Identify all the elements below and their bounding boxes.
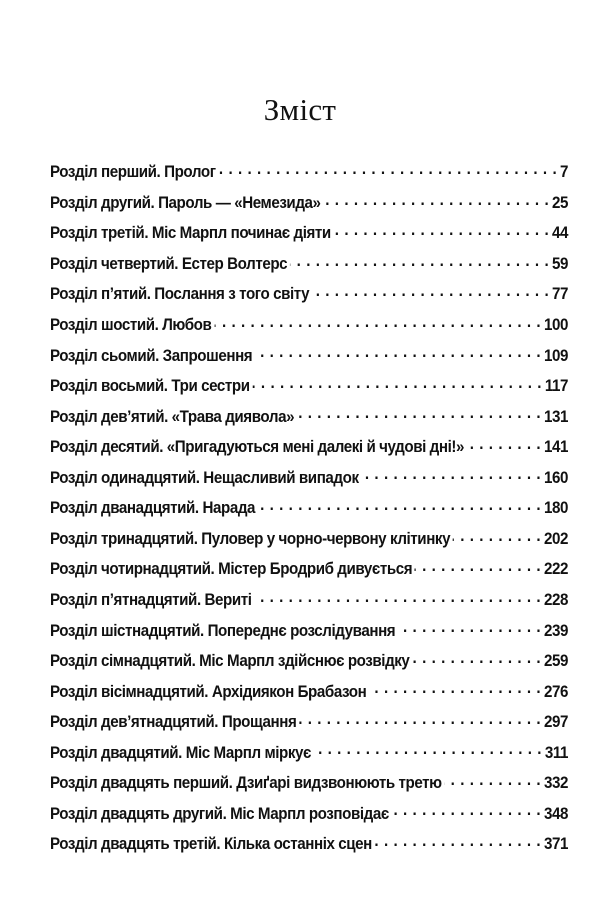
dot-leader [218, 161, 557, 177]
toc-entry-page-number: 44 [551, 224, 569, 243]
toc-entry-title: Розділ двадцять перший. Дзиґарі видзвонюють третю [50, 774, 442, 793]
toc-entry-page-number: 160 [543, 468, 569, 487]
toc-entry-title: Розділ перший. Пролог [50, 163, 216, 182]
toc-entry-title: Розділ третій. Міс Марпл починає діяти [50, 224, 331, 243]
toc-entry [50, 802, 568, 833]
dot-leader [323, 192, 549, 208]
contents-title: Зміст [263, 92, 337, 127]
toc-entry [50, 253, 568, 284]
dot-leader [444, 772, 541, 788]
dot-leader [290, 253, 549, 269]
dot-leader [398, 619, 541, 635]
toc-entry-title: Розділ одинадцятий. Нещасливий випадок [50, 468, 359, 487]
dot-leader [312, 283, 549, 299]
toc-entry [50, 314, 568, 345]
toc-entry [50, 650, 568, 681]
toc-entry-title: Розділ двадцять другий. Міс Марпл розповідає [50, 804, 389, 823]
dot-leader [453, 528, 541, 544]
toc-entry-title: Розділ п’ятий. Послання з того світу [50, 285, 310, 304]
toc-entry-page-number: 117 [544, 377, 569, 396]
toc-entry [50, 741, 568, 772]
toc-entry-title: Розділ дев’ятнадцятий. Прощання [50, 713, 297, 732]
toc-entry-page-number: 59 [551, 254, 569, 273]
toc-entry-page-number: 109 [543, 346, 569, 365]
toc-entry-page-number: 180 [543, 499, 569, 518]
table-of-contents [50, 161, 568, 864]
toc-entry-title: Розділ восьмий. Три сестри [50, 377, 250, 396]
toc-entry-title: Розділ дванадцятий. Нарада [50, 499, 256, 518]
toc-entry-page-number: 332 [543, 774, 569, 793]
toc-entry [50, 466, 568, 497]
toc-entry-title: Розділ п’ятнадцятий. Вериті [50, 590, 252, 609]
toc-entry-page-number: 222 [543, 560, 569, 579]
toc-entry [50, 161, 568, 192]
toc-entry-page-number: 100 [543, 316, 569, 335]
toc-entry-page-number: 371 [543, 835, 569, 854]
toc-entry-title: Розділ сьомий. Запрошення [50, 346, 253, 365]
toc-entry-title: Розділ двадцять третій. Кілька останніх сцен [50, 835, 372, 854]
toc-entry-page-number: 259 [543, 652, 569, 671]
toc-entry-title: Розділ двадцятий. Міс Марпл міркує [50, 743, 311, 762]
dot-leader [258, 497, 541, 513]
toc-entry [50, 619, 568, 650]
dot-leader [392, 802, 542, 818]
toc-entry [50, 192, 568, 223]
toc-entry [50, 833, 568, 864]
toc-entry [50, 528, 568, 559]
dot-leader [415, 558, 541, 574]
toc-entry-page-number: 239 [543, 621, 569, 640]
toc-entry-page-number: 77 [551, 285, 569, 304]
dot-leader [412, 650, 541, 666]
dot-leader [375, 833, 542, 849]
toc-entry-title: Розділ дев’ятий. «Трава диявола» [50, 407, 295, 426]
toc-entry [50, 497, 568, 528]
dot-leader [299, 711, 541, 727]
toc-entry-page-number: 228 [543, 590, 569, 609]
toc-entry-page-number: 202 [543, 529, 569, 548]
dot-leader [467, 436, 541, 452]
toc-entry-title: Розділ десятий. «Пригадуються мені далекі й чудові дні!» [50, 438, 464, 457]
toc-entry [50, 680, 568, 711]
toc-entry-title: Розділ сімнадцятий. Міс Марпл здійснює розвідку [50, 652, 410, 671]
toc-entry-title: Розділ другий. Пароль — «Немезида» [50, 193, 321, 212]
toc-entry [50, 344, 568, 375]
toc-entry-page-number: 25 [551, 193, 569, 212]
toc-entry-page-number: 297 [543, 713, 569, 732]
toc-entry-title: Розділ вісімнадцятий. Архідиякон Брабазон [50, 682, 367, 701]
toc-entry [50, 375, 568, 406]
dot-leader [369, 680, 541, 696]
toc-entry [50, 405, 568, 436]
toc-entry-page-number: 311 [544, 743, 569, 762]
toc-entry-page-number: 131 [543, 407, 569, 426]
toc-entry [50, 436, 568, 467]
toc-entry-page-number: 7 [560, 163, 569, 182]
toc-entry [50, 558, 568, 589]
dot-leader [254, 589, 541, 605]
toc-entry-page-number: 276 [543, 682, 569, 701]
toc-entry-title: Розділ чотирнадцятий. Містер Бродриб дивується [50, 560, 413, 579]
dot-leader [214, 314, 541, 330]
dot-leader [255, 344, 541, 360]
toc-entry-title: Розділ четвертий. Естер Волтерс [50, 254, 288, 273]
toc-entry-title: Розділ тринадцятий. Пуловер у чорно-червону клітинку [50, 529, 451, 548]
toc-entry-page-number: 348 [543, 804, 569, 823]
toc-entry-title: Розділ шістнадцятий. Попереднє розслідування [50, 621, 396, 640]
toc-entry [50, 589, 568, 620]
toc-entry-page-number: 141 [543, 438, 569, 457]
dot-leader [252, 375, 542, 391]
dot-leader [297, 405, 541, 421]
toc-entry [50, 711, 568, 742]
dot-leader [314, 741, 542, 757]
toc-entry [50, 222, 568, 253]
dot-leader [361, 466, 541, 482]
dot-leader [334, 222, 550, 238]
toc-entry [50, 772, 568, 803]
toc-entry [50, 283, 568, 314]
toc-entry-title: Розділ шостий. Любов [50, 316, 212, 335]
